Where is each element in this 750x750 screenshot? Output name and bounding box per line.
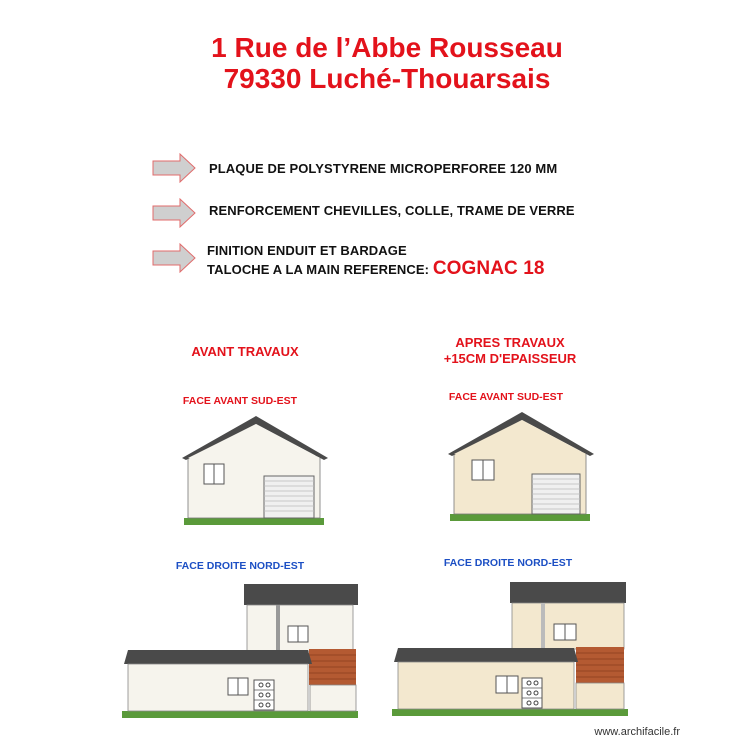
window [496, 676, 518, 693]
window [472, 460, 494, 480]
after-heading-1: APRES TRAVAUX [455, 335, 565, 350]
address-line-2: 79330 Luché-Thouarsais [223, 63, 551, 94]
lower-roof [124, 650, 312, 664]
before-front-facade [182, 414, 328, 526]
window [228, 678, 248, 695]
vent-panel [254, 680, 274, 710]
window [554, 624, 576, 640]
spec-line-3b [207, 258, 545, 280]
lower-roof [394, 648, 578, 662]
before-front-label: FACE AVANT SUD-EST [182, 395, 298, 407]
grass [122, 711, 358, 718]
spec-line-1: PLAQUE DE POLYSTYRENE MICROPERFOREE 120 MM [209, 161, 558, 176]
spec-line-2: RENFORCEMENT CHEVILLES, COLLE, TRAME DE VERRE [209, 203, 575, 218]
spec-line-3b-text: TALOCHE A LA MAIN REFERENCE: [207, 262, 430, 277]
wood-cladding [576, 647, 624, 683]
garage-door [532, 474, 580, 514]
before-heading: AVANT TRAVAUX [191, 344, 299, 359]
window [204, 464, 224, 484]
grass [392, 709, 628, 716]
after-front-facade [448, 410, 594, 522]
garage-door [264, 476, 314, 518]
arrow-right-icon [152, 243, 196, 273]
before-side-label: FACE DROITE NORD-EST [175, 560, 305, 572]
after-side-label: FACE DROITE NORD-EST [443, 557, 573, 569]
upper-roof [510, 582, 626, 603]
arrow-right-icon [152, 153, 196, 183]
grass [184, 518, 324, 525]
after-front-label: FACE AVANT SUD-EST [448, 391, 564, 403]
after-side-facade [392, 578, 632, 718]
grass [450, 514, 590, 521]
watermark: www.archifacile.fr [594, 726, 680, 738]
before-side-facade [122, 580, 362, 720]
window [288, 626, 308, 642]
address-line-1: 1 Rue de l’Abbe Rousseau [211, 32, 563, 63]
wood-cladding [309, 649, 356, 685]
spec-line-3a: FINITION ENDUIT ET BARDAGE [207, 243, 407, 258]
vent-panel [522, 678, 542, 708]
upper-roof [244, 584, 358, 605]
arrow-right-icon [152, 198, 196, 228]
after-heading-2: +15CM D'EPAISSEUR [443, 351, 577, 366]
reference-code: COGNAC 18 [432, 258, 545, 279]
